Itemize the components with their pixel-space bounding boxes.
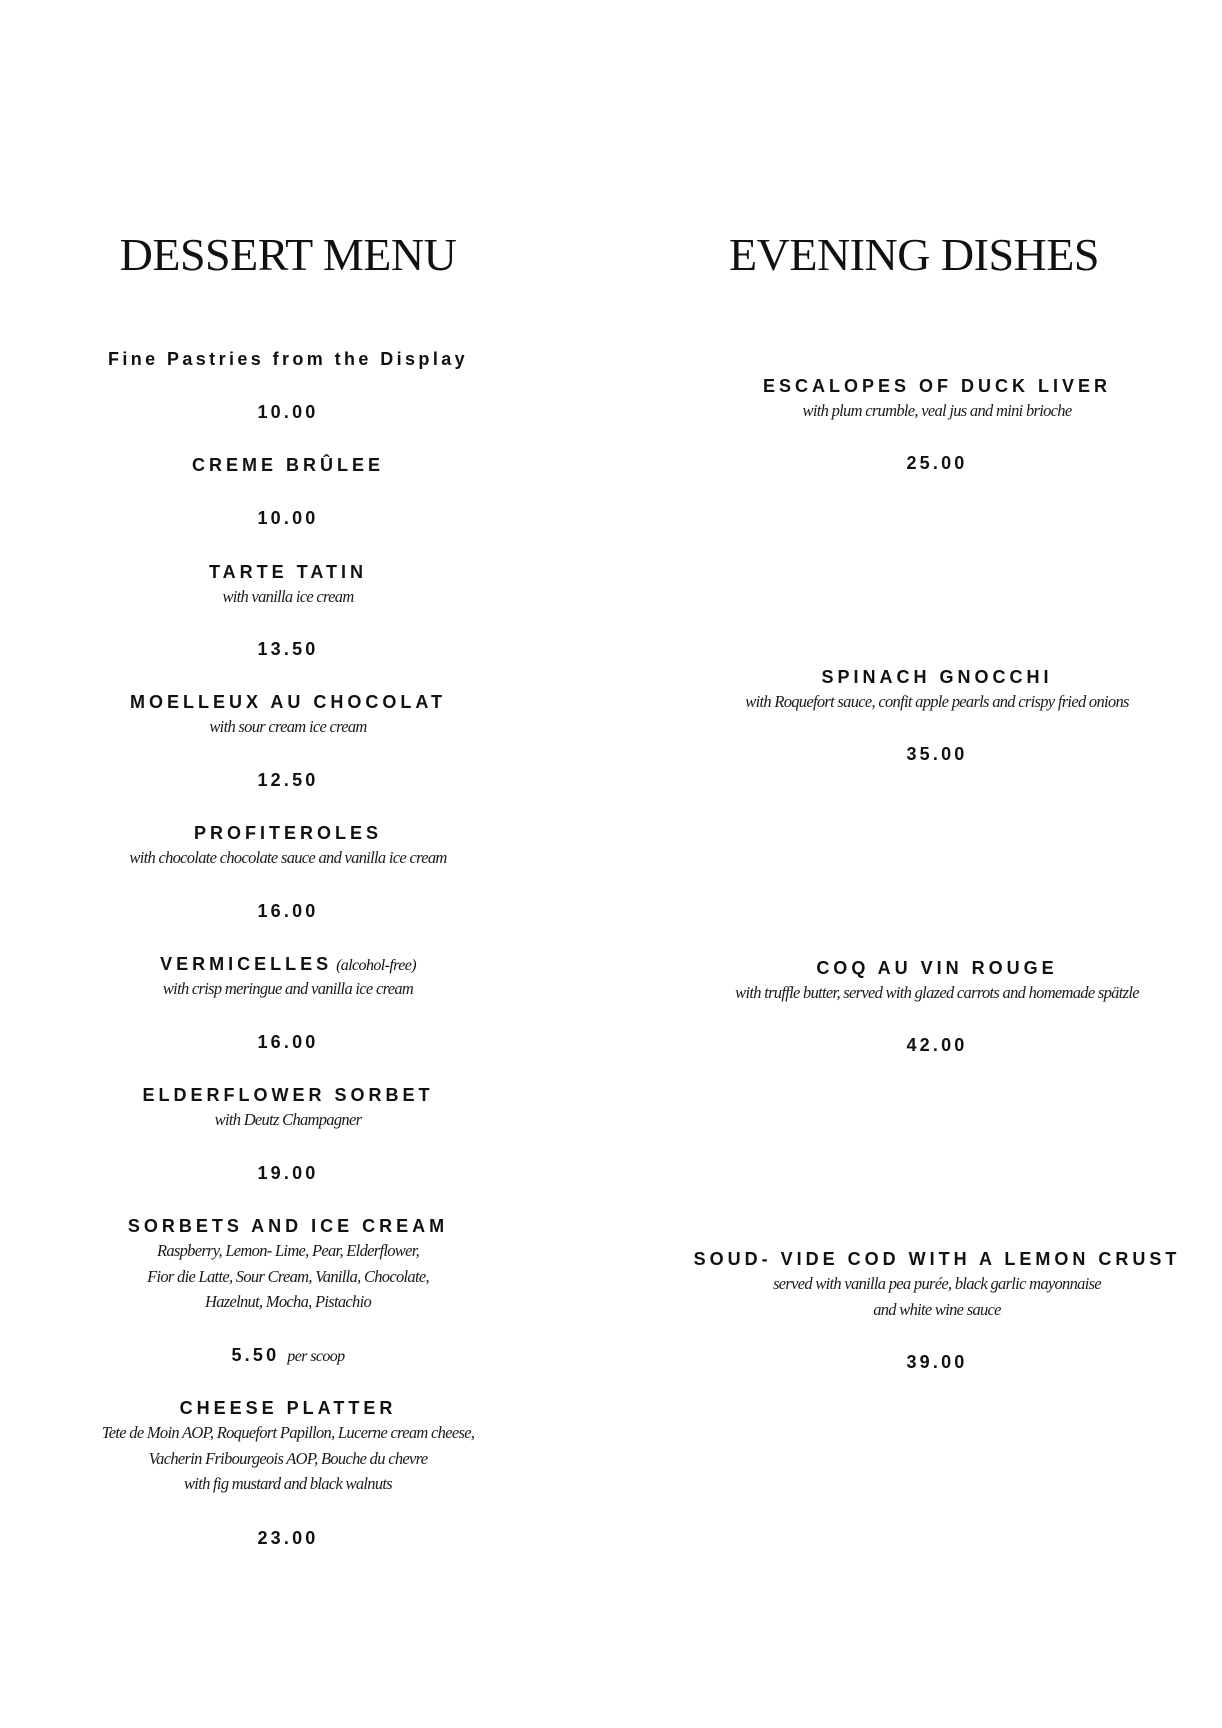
dish-name: CREME BRÛLEE [191, 455, 385, 475]
evening-item-duck-liver [763, 374, 1111, 424]
dish-description [735, 980, 1139, 1006]
dish-name: SORBETS AND ICE CREAM [127, 1216, 449, 1236]
dish-description [763, 398, 1111, 424]
dessert-item-elderflower-sorbet [143, 1083, 434, 1133]
dish-description [130, 714, 446, 740]
dish-price: 42.00 [906, 1035, 968, 1055]
dish-price: 23.00 [257, 1528, 319, 1548]
dish-name: ELDERFLOWER SORBET [142, 1085, 434, 1105]
dessert-item-cheese-platter [102, 1396, 475, 1497]
dish-price: 39.00 [906, 1352, 968, 1372]
dessert-menu-title: DESSERT MENU [119, 229, 457, 280]
dessert-item-moelleux [130, 690, 446, 740]
dish-description [694, 1271, 1181, 1322]
dish-description [102, 1420, 475, 1497]
dish-name: TARTE TATIN [209, 562, 367, 582]
description-line: with chocolate chocolate sauce and vanilla ice cream [129, 848, 447, 867]
description-line: Hazelnut, Mocha, Pistachio [204, 1292, 372, 1311]
dish-price-group [231, 1343, 344, 1369]
dish-note: (alcohol-free) [336, 957, 416, 974]
dish-price: 10.00 [257, 402, 319, 422]
description-line: with fig mustard and black walnuts [184, 1474, 392, 1493]
dish-description [143, 1107, 434, 1133]
description-line: Vacherin Fribourgeois AOP, Bouche du chevre [148, 1448, 428, 1468]
dish-name: PROFITEROLES [193, 823, 382, 843]
dessert-item-vermicelles [160, 952, 416, 1002]
dish-price: 16.00 [257, 901, 319, 921]
dish-price: 25.00 [906, 453, 968, 473]
description-line: with plum crumble, veal jus and mini brioche [802, 401, 1072, 420]
description-line: with truffle butter, served with glazed carrots and homemade spätzle [735, 983, 1139, 1002]
dish-price: 19.00 [257, 1163, 319, 1183]
dish-name-text: VERMICELLES [160, 954, 333, 974]
dish-description [745, 689, 1128, 715]
dish-price: 13.50 [257, 639, 319, 659]
dish-price: 16.00 [257, 1032, 319, 1052]
dessert-item-sorbets-ice-cream [128, 1214, 448, 1315]
dessert-item-tarte-tatin [209, 560, 367, 610]
dish-price: 35.00 [906, 744, 968, 764]
dish-price: 5.50 [231, 1345, 280, 1365]
evening-dishes-title: EVENING DISHES [729, 229, 1099, 280]
evening-item-sous-vide-cod [694, 1247, 1181, 1322]
description-line: with Roquefort sauce, confit apple pearls and crispy fried onions [745, 692, 1129, 711]
dish-description [128, 1238, 448, 1315]
evening-item-spinach-gnocchi [745, 665, 1128, 715]
dessert-item-fine-pastries [108, 347, 468, 371]
dish-description [129, 845, 446, 871]
description-line: Fior die Latte, Sour Cream, Vanilla, Chocolate, [147, 1266, 429, 1286]
dish-price: 10.00 [257, 508, 319, 528]
dish-name: CHEESE PLATTER [179, 1398, 397, 1418]
dish-name: Fine Pastries from the Display [107, 349, 469, 369]
description-line: and white wine sauce [873, 1299, 1001, 1319]
dish-name [160, 952, 416, 976]
description-line: with crisp meringue and vanilla ice cream [162, 979, 414, 998]
dish-name: SPINACH GNOCCHI [821, 667, 1053, 687]
evening-item-coq-au-vin [735, 956, 1139, 1006]
price-unit: per scoop [287, 1348, 345, 1365]
dish-name: COQ AU VIN ROUGE [816, 958, 1058, 978]
description-line: with vanilla ice cream [222, 587, 354, 606]
description-line: served with vanilla pea purée, black garlic mayonnaise [773, 1274, 1101, 1293]
description-line: Raspberry, Lemon- Lime, Pear, Elderflower, [156, 1241, 420, 1260]
dish-name: ESCALOPES OF DUCK LIVER [762, 376, 1112, 396]
description-line: with sour cream ice cream [209, 717, 367, 736]
dish-description [209, 584, 367, 610]
description-line: Tete de Moin AOP, Roquefort Papillon, Lucerne cream cheese, [101, 1423, 475, 1442]
dessert-item-creme-brulee [192, 453, 384, 477]
description-line: with Deutz Champagner [214, 1110, 362, 1129]
dessert-item-profiteroles [129, 821, 446, 871]
dish-description [160, 976, 416, 1002]
dish-price: 12.50 [257, 770, 319, 790]
dish-name: MOELLEUX AU CHOCOLAT [130, 692, 446, 712]
dish-name: SOUD- VIDE COD WITH A LEMON CRUST [693, 1249, 1181, 1269]
